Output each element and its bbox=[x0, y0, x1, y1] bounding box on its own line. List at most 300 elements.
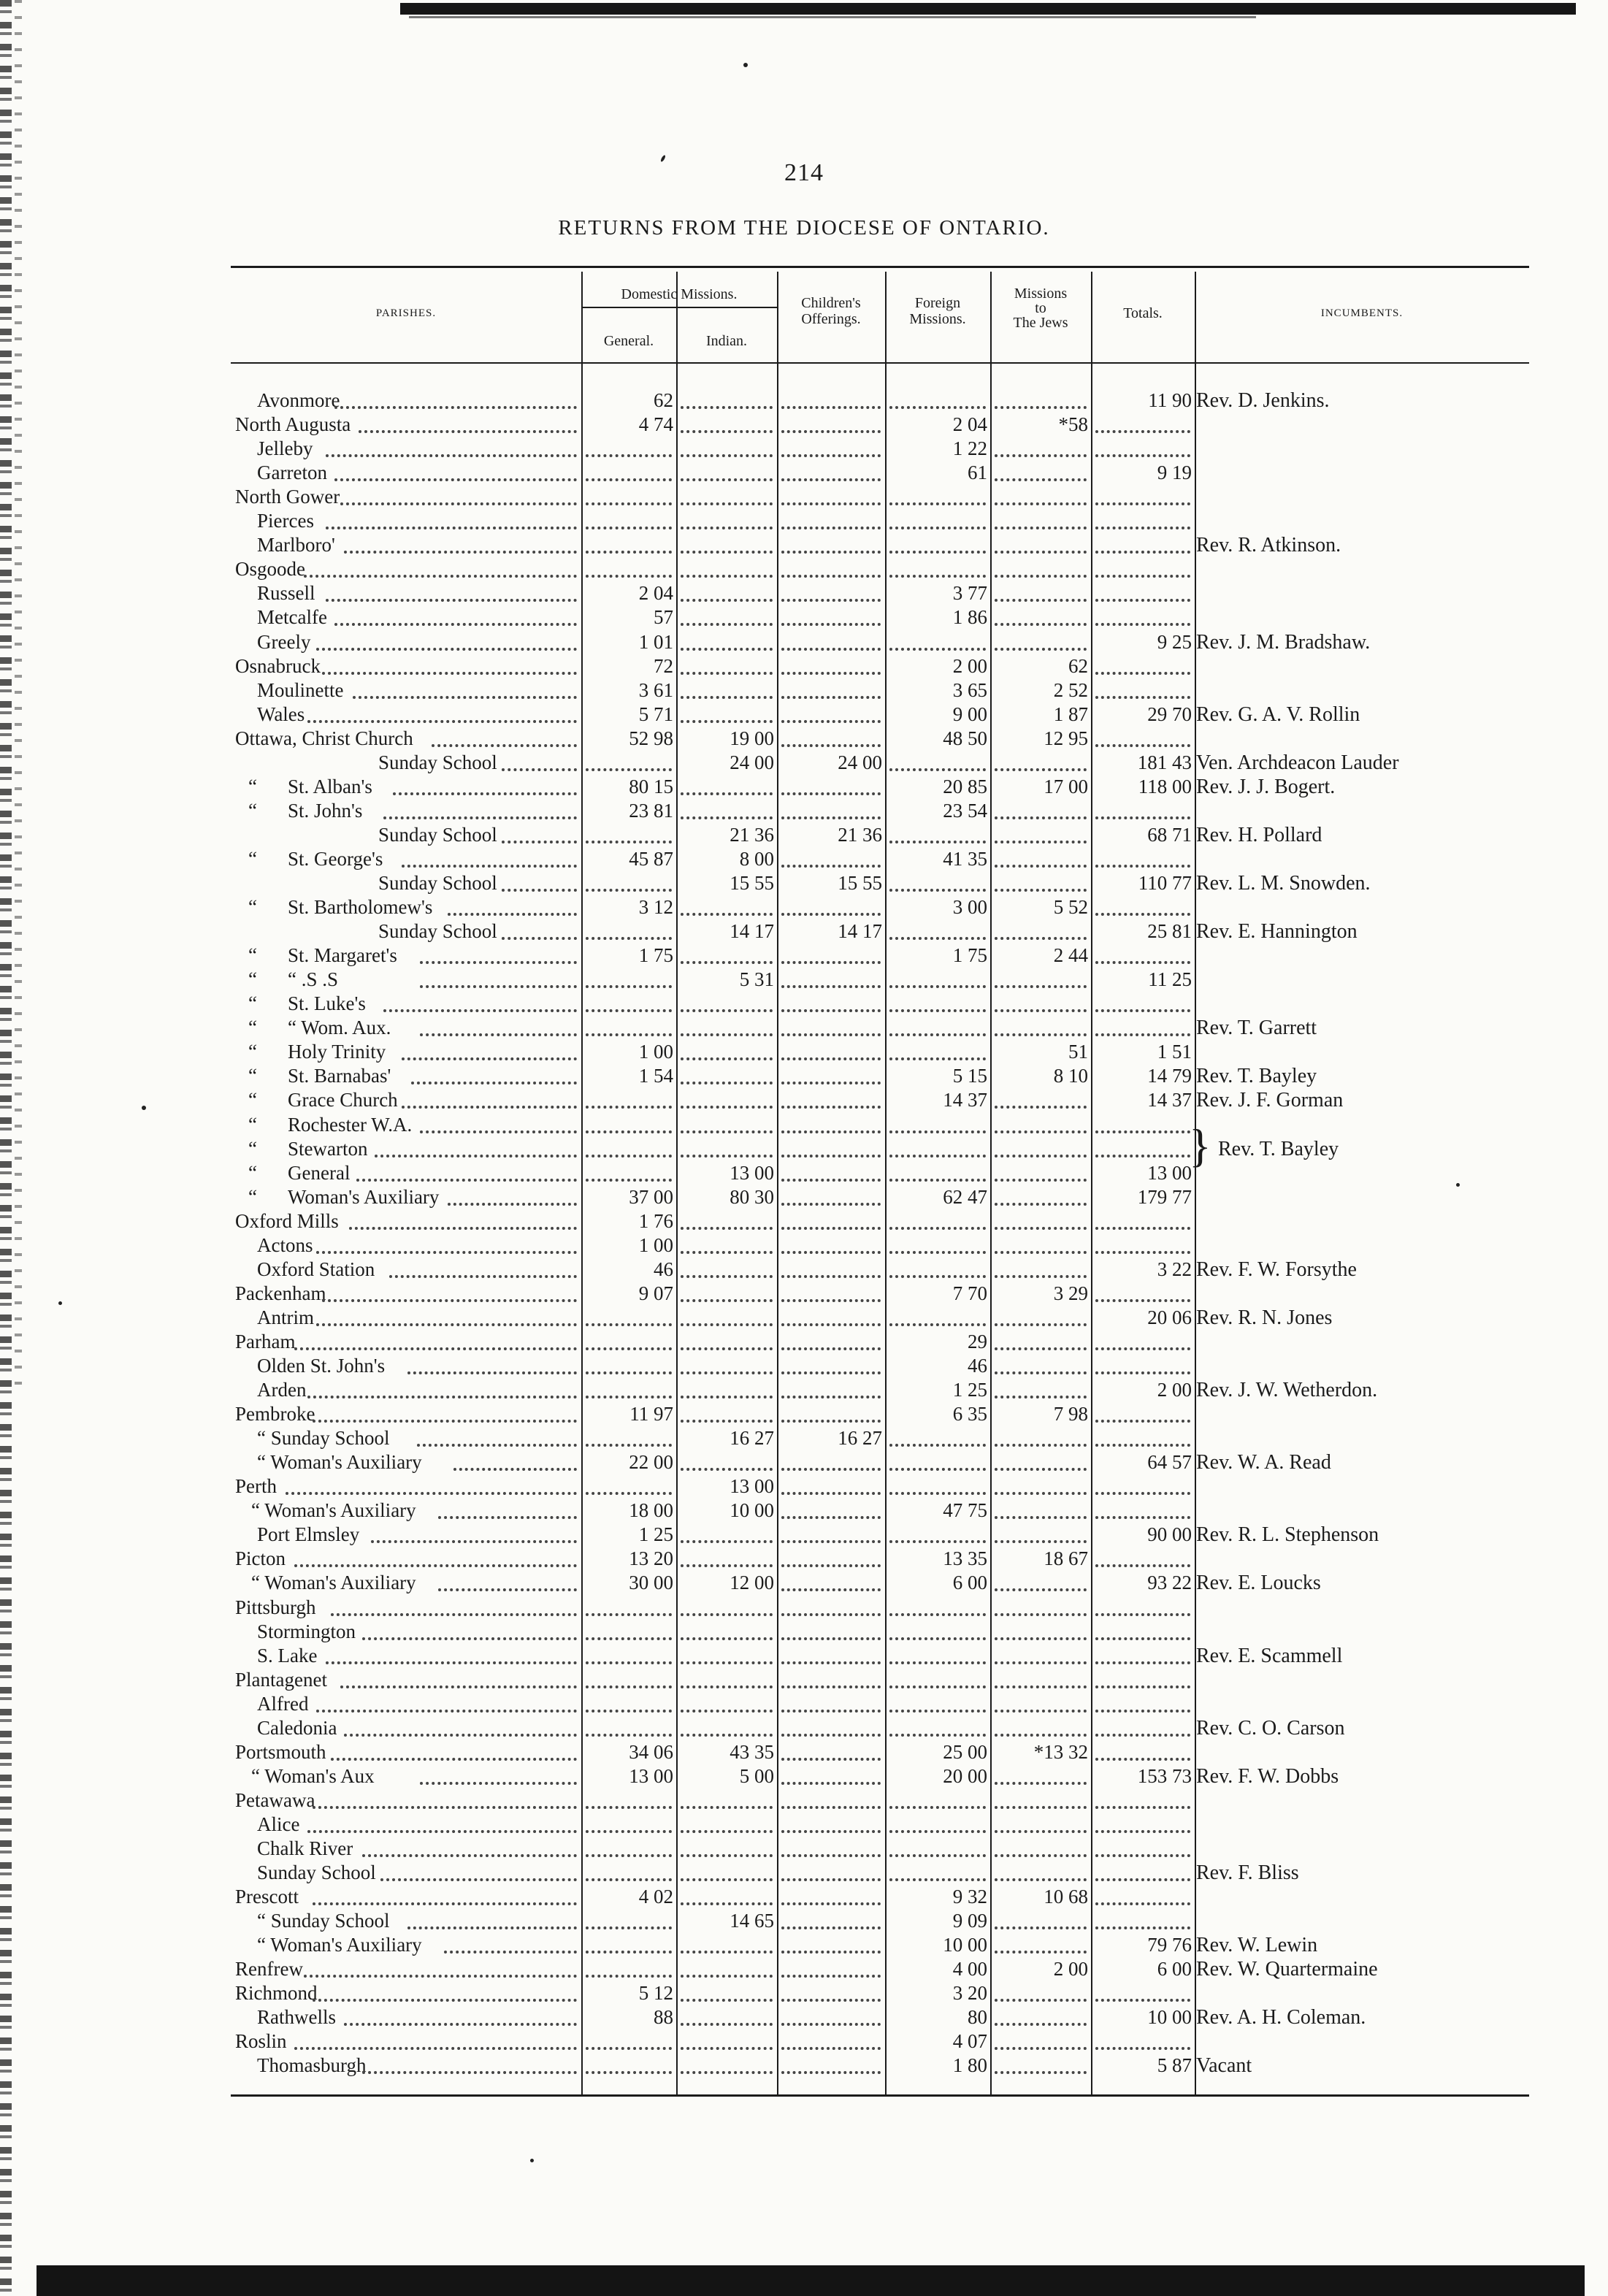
parish-name: Olden St. John's bbox=[257, 1355, 386, 1377]
leader-dots bbox=[586, 1957, 672, 1978]
leader-dots bbox=[1095, 1644, 1190, 1664]
totals-value: 118 00 bbox=[1138, 775, 1192, 797]
foreign-value: 3 77 bbox=[952, 582, 987, 605]
foreign-value: 14 37 bbox=[943, 1089, 987, 1111]
table-row bbox=[0, 895, 1608, 919]
incumbent-name: Rev. J. M. Bradshaw. bbox=[1196, 630, 1371, 654]
leader-dots bbox=[313, 1885, 577, 1905]
leader-dots bbox=[889, 1861, 986, 1881]
indian-value: 13 00 bbox=[730, 1475, 774, 1498]
incumbent-name: Rev. E. Loucks bbox=[1196, 1572, 1321, 1595]
leader-dots bbox=[586, 1426, 672, 1447]
leader-dots bbox=[681, 413, 773, 433]
leader-dots bbox=[681, 461, 773, 481]
leader-dots bbox=[889, 1450, 986, 1471]
jews-value: 17 00 bbox=[1044, 775, 1088, 797]
parish-name: Wales bbox=[257, 703, 305, 725]
leader-dots bbox=[681, 1402, 773, 1423]
leader-dots bbox=[995, 389, 1087, 409]
incumbent-name: Rev. A. H. Coleman. bbox=[1196, 2006, 1366, 2029]
table-row bbox=[0, 1764, 1608, 1788]
leader-dots bbox=[1095, 1861, 1190, 1881]
leader-dots bbox=[316, 1692, 577, 1713]
leader-dots bbox=[586, 1088, 672, 1109]
table-row bbox=[0, 630, 1608, 654]
leader-dots bbox=[781, 1909, 881, 1929]
ditto-mark: “ bbox=[248, 775, 257, 797]
totals-value: 29 70 bbox=[1147, 703, 1192, 725]
leader-dots bbox=[380, 1861, 578, 1881]
leader-dots bbox=[781, 1161, 881, 1182]
parish-name: Picton bbox=[235, 1547, 286, 1570]
leader-dots bbox=[1095, 895, 1190, 916]
parish-name: Perth bbox=[235, 1475, 277, 1498]
leader-dots bbox=[781, 1185, 881, 1206]
table-row bbox=[0, 1402, 1608, 1426]
totals-value: 10 00 bbox=[1147, 2006, 1192, 2029]
totals-value: 9 19 bbox=[1157, 462, 1192, 484]
parish-name: Roslin bbox=[235, 2030, 287, 2053]
leader-dots bbox=[331, 1740, 577, 1761]
table-row bbox=[0, 1571, 1608, 1595]
parish-name: S. Lake bbox=[257, 1644, 318, 1666]
leader-dots bbox=[1095, 1813, 1190, 1833]
leader-dots bbox=[681, 1523, 773, 1543]
foreign-value: 1 75 bbox=[952, 944, 987, 967]
indian-value: 16 27 bbox=[730, 1427, 774, 1450]
table-row bbox=[0, 1885, 1608, 1909]
leader-dots bbox=[781, 1788, 881, 1809]
ditto-mark: “ bbox=[248, 896, 257, 919]
incumbent-name: Rev. W. A. Read bbox=[1196, 1451, 1331, 1474]
foreign-value: 20 85 bbox=[943, 775, 987, 797]
leader-dots bbox=[586, 1716, 672, 1737]
parish-name: St. Bartholomew's bbox=[288, 896, 433, 919]
leader-dots bbox=[681, 1233, 773, 1254]
scan-speck bbox=[743, 63, 748, 67]
parish-name: Jelleby bbox=[257, 437, 313, 460]
leader-dots bbox=[995, 847, 1087, 868]
foreign-value: 9 32 bbox=[952, 1886, 987, 1908]
indian-value: 12 00 bbox=[730, 1572, 774, 1594]
leader-dots bbox=[402, 1088, 577, 1109]
leader-dots bbox=[995, 1016, 1087, 1036]
leader-dots bbox=[334, 389, 577, 409]
leader-dots bbox=[402, 1040, 577, 1060]
leader-dots bbox=[420, 968, 577, 988]
leader-dots bbox=[353, 678, 577, 699]
parish-name: Sunday School bbox=[378, 920, 497, 943]
leader-dots bbox=[681, 1547, 773, 1567]
jews-value: 51 bbox=[1068, 1041, 1088, 1063]
totals-value: 14 37 bbox=[1147, 1089, 1192, 1111]
leader-dots bbox=[502, 823, 578, 843]
parish-name: Port Elmsley bbox=[257, 1523, 360, 1546]
table-row bbox=[0, 557, 1608, 581]
leader-dots bbox=[995, 1523, 1087, 1543]
leader-dots bbox=[586, 461, 672, 481]
leader-dots bbox=[889, 1209, 986, 1230]
foreign-value: 48 50 bbox=[943, 727, 987, 749]
children-value: 16 27 bbox=[838, 1427, 882, 1450]
leader-dots bbox=[453, 1450, 578, 1471]
table-row bbox=[0, 1644, 1608, 1668]
table-row bbox=[0, 654, 1608, 678]
foreign-value: 61 bbox=[968, 462, 987, 484]
leader-dots bbox=[995, 1233, 1087, 1254]
table-row bbox=[0, 1088, 1608, 1112]
ditto-mark: “ bbox=[248, 1041, 257, 1063]
leader-dots bbox=[995, 485, 1087, 505]
domestic-sub-rule bbox=[581, 307, 777, 308]
leader-dots bbox=[781, 1885, 881, 1905]
leader-dots bbox=[781, 557, 881, 578]
leader-dots bbox=[586, 1620, 672, 1640]
leader-dots bbox=[995, 533, 1087, 554]
general-value: 88 bbox=[654, 2006, 673, 2029]
indian-value: 13 00 bbox=[730, 1161, 774, 1184]
leader-dots bbox=[681, 703, 773, 723]
parish-name: General bbox=[288, 1161, 351, 1184]
leader-dots bbox=[586, 968, 672, 988]
general-value: 45 87 bbox=[629, 847, 673, 870]
foreign-value: 3 00 bbox=[952, 896, 987, 919]
ditto-mark: “ bbox=[248, 1113, 257, 1136]
foreign-value: 3 65 bbox=[952, 678, 987, 701]
leader-dots bbox=[889, 485, 986, 505]
leader-dots bbox=[1095, 1209, 1190, 1230]
parish-name: Garreton bbox=[257, 462, 327, 484]
incumbent-name: Rev. T. Bayley bbox=[1196, 1065, 1317, 1088]
leader-dots bbox=[995, 1330, 1087, 1350]
leader-dots bbox=[316, 630, 577, 651]
parish-name: St. Margaret's bbox=[288, 944, 397, 967]
parish-name: Moulinette bbox=[257, 678, 344, 701]
general-value: 1 75 bbox=[638, 944, 673, 967]
ditto-mark: “ bbox=[248, 847, 257, 870]
children-value: 24 00 bbox=[838, 751, 882, 773]
indian-value: 10 00 bbox=[730, 1499, 774, 1522]
leader-dots bbox=[681, 2054, 773, 2074]
leader-dots bbox=[995, 1161, 1087, 1182]
leader-dots bbox=[781, 437, 881, 457]
leader-dots bbox=[781, 581, 881, 602]
parish-name: “ .S .S bbox=[288, 968, 339, 991]
leader-dots bbox=[407, 1909, 577, 1929]
leader-dots bbox=[889, 871, 986, 892]
leader-dots bbox=[313, 1981, 577, 2002]
leader-dots bbox=[781, 1571, 881, 1591]
foreign-value: 62 47 bbox=[943, 1185, 987, 1208]
leader-dots bbox=[681, 1885, 773, 1905]
leader-dots bbox=[1095, 1330, 1190, 1350]
leader-dots bbox=[781, 1740, 881, 1761]
table-row bbox=[0, 1547, 1608, 1571]
leader-dots bbox=[995, 751, 1087, 771]
foreign-value: 4 00 bbox=[952, 1958, 987, 1981]
foreign-value: 10 00 bbox=[943, 1934, 987, 1956]
foreign-value: 20 00 bbox=[943, 1764, 987, 1787]
leader-dots bbox=[889, 1837, 986, 1857]
general-value: 1 25 bbox=[638, 1523, 673, 1546]
leader-dots bbox=[1095, 1740, 1190, 1761]
leader-dots bbox=[781, 2005, 881, 2026]
leader-dots bbox=[586, 751, 672, 771]
leader-dots bbox=[681, 557, 773, 578]
table-row bbox=[0, 1813, 1608, 1837]
general-value: 1 76 bbox=[638, 1209, 673, 1232]
parish-name: Russell bbox=[257, 582, 315, 605]
leader-dots bbox=[1095, 2029, 1190, 2050]
table-row bbox=[0, 2005, 1608, 2029]
leader-dots bbox=[995, 1933, 1087, 1953]
parish-name: “ Sunday School bbox=[257, 1910, 390, 1932]
leader-dots bbox=[995, 1981, 1087, 2002]
children-value: 15 55 bbox=[838, 872, 882, 894]
leader-dots bbox=[889, 751, 986, 771]
general-value: 1 54 bbox=[638, 1065, 673, 1087]
leader-dots bbox=[326, 581, 578, 602]
leader-dots bbox=[781, 389, 881, 409]
table-row bbox=[0, 1330, 1608, 1354]
leader-dots bbox=[420, 1113, 577, 1133]
leader-dots bbox=[586, 1016, 672, 1036]
leader-dots bbox=[681, 630, 773, 651]
leader-dots bbox=[995, 1644, 1087, 1664]
leader-dots bbox=[502, 751, 578, 771]
leader-dots bbox=[586, 485, 672, 505]
leader-dots bbox=[681, 1981, 773, 2002]
table-row bbox=[0, 1450, 1608, 1474]
table-row bbox=[0, 605, 1608, 630]
leader-dots bbox=[1095, 1113, 1190, 1133]
leader-dots bbox=[586, 1909, 672, 1929]
leader-dots bbox=[1095, 1788, 1190, 1809]
totals-value: 93 22 bbox=[1147, 1572, 1192, 1594]
children-value: 14 17 bbox=[838, 920, 882, 943]
leader-dots bbox=[781, 727, 881, 747]
leader-dots bbox=[995, 509, 1087, 529]
jews-value: 2 44 bbox=[1053, 944, 1088, 967]
leader-dots bbox=[889, 992, 986, 1012]
leader-dots bbox=[586, 992, 672, 1012]
leader-dots bbox=[681, 678, 773, 699]
leader-dots bbox=[586, 919, 672, 940]
leader-dots bbox=[889, 389, 986, 409]
leader-dots bbox=[1095, 1981, 1190, 2002]
leader-dots bbox=[781, 678, 881, 699]
indian-value: 24 00 bbox=[730, 751, 774, 773]
parish-name: Osnabruck bbox=[235, 654, 321, 677]
leader-dots bbox=[889, 1716, 986, 1737]
table-row bbox=[0, 1185, 1608, 1209]
leader-dots bbox=[681, 895, 773, 916]
table-row bbox=[0, 1258, 1608, 1282]
incumbent-name: Rev. F. W. Dobbs bbox=[1196, 1764, 1339, 1788]
leader-dots bbox=[781, 895, 881, 916]
table-row bbox=[0, 1378, 1608, 1402]
general-value: 1 01 bbox=[638, 630, 673, 653]
indian-value: 8 00 bbox=[739, 847, 774, 870]
foreign-value: 4 07 bbox=[952, 2030, 987, 2053]
leader-dots bbox=[995, 1426, 1087, 1447]
jews-value: 3 29 bbox=[1053, 1282, 1088, 1304]
foreign-value: 2 04 bbox=[952, 413, 987, 436]
general-value: 23 81 bbox=[629, 799, 673, 822]
leader-dots bbox=[344, 2005, 578, 2026]
table-bottom-rule bbox=[231, 2094, 1529, 2097]
table-row bbox=[0, 775, 1608, 799]
leader-dots bbox=[286, 1474, 578, 1495]
leader-dots bbox=[995, 1596, 1087, 1616]
leader-dots bbox=[307, 703, 578, 723]
parish-name: Antrim bbox=[257, 1306, 314, 1328]
foreign-value: 47 75 bbox=[943, 1499, 987, 1522]
leader-dots bbox=[781, 847, 881, 868]
leader-dots bbox=[889, 1523, 986, 1543]
leader-dots bbox=[995, 1571, 1087, 1591]
leader-dots bbox=[681, 1644, 773, 1664]
header-totals: Totals. bbox=[1123, 305, 1163, 321]
incumbent-name: Rev. L. M. Snowden. bbox=[1196, 872, 1371, 895]
table-row bbox=[0, 847, 1608, 871]
leader-dots bbox=[781, 461, 881, 481]
leader-dots bbox=[313, 1402, 577, 1423]
leader-dots bbox=[781, 1233, 881, 1254]
totals-value: 1 51 bbox=[1157, 1041, 1192, 1063]
parish-name: North Augusta bbox=[235, 413, 351, 436]
leader-dots bbox=[681, 1957, 773, 1978]
leader-dots bbox=[356, 1161, 578, 1182]
leader-dots bbox=[781, 1113, 881, 1133]
leader-dots bbox=[681, 1378, 773, 1398]
leader-dots bbox=[995, 823, 1087, 843]
leader-dots bbox=[681, 1788, 773, 1809]
leader-dots bbox=[781, 968, 881, 988]
table-row bbox=[0, 1861, 1608, 1885]
parish-name: Parham bbox=[235, 1330, 296, 1352]
leader-dots bbox=[322, 654, 578, 675]
parish-name: “ Woman's Aux bbox=[251, 1764, 375, 1787]
parish-name: Woman's Auxiliary bbox=[288, 1185, 440, 1208]
leader-dots bbox=[1095, 799, 1190, 819]
leader-dots bbox=[889, 919, 986, 940]
jews-value: 18 67 bbox=[1044, 1547, 1088, 1570]
leader-dots bbox=[781, 1668, 881, 1688]
leader-dots bbox=[420, 1016, 577, 1036]
leader-dots bbox=[995, 630, 1087, 651]
leader-dots bbox=[995, 992, 1087, 1012]
table-top-rule bbox=[231, 266, 1529, 268]
leader-dots bbox=[889, 533, 986, 554]
jews-value: 62 bbox=[1068, 654, 1088, 677]
leader-dots bbox=[340, 1668, 578, 1688]
leader-dots bbox=[294, 1330, 577, 1350]
leader-dots bbox=[393, 775, 578, 795]
table-row bbox=[0, 1161, 1608, 1185]
totals-value: 64 57 bbox=[1147, 1451, 1192, 1474]
leader-dots bbox=[681, 1016, 773, 1036]
general-value: 52 98 bbox=[629, 727, 673, 749]
leader-dots bbox=[781, 1258, 881, 1278]
general-value: 37 00 bbox=[629, 1185, 673, 1208]
leader-dots bbox=[1095, 1499, 1190, 1519]
header-general: General. bbox=[603, 333, 654, 349]
general-value: 13 00 bbox=[629, 1764, 673, 1787]
leader-dots bbox=[889, 1233, 986, 1254]
leader-dots bbox=[448, 895, 578, 916]
leader-dots bbox=[781, 992, 881, 1012]
leader-dots bbox=[1095, 1692, 1190, 1713]
leader-dots bbox=[586, 1788, 672, 1809]
general-value: 9 07 bbox=[638, 1282, 673, 1304]
leader-dots bbox=[681, 1596, 773, 1616]
leader-dots bbox=[1095, 654, 1190, 675]
leader-dots bbox=[420, 1764, 577, 1785]
header-incumbents: INCUMBENTS. bbox=[1320, 307, 1404, 319]
incumbent-name: Rev. F. Bliss bbox=[1196, 1861, 1299, 1885]
leader-dots bbox=[889, 1596, 986, 1616]
foreign-value: 6 00 bbox=[952, 1572, 987, 1594]
leader-dots bbox=[1095, 847, 1190, 868]
incumbent-name: Rev. T. Bayley bbox=[1218, 1137, 1339, 1160]
parish-name: Oxford Mills bbox=[235, 1209, 339, 1232]
leader-dots bbox=[781, 1620, 881, 1640]
leader-dots bbox=[995, 1861, 1087, 1881]
parish-name: “ Woman's Auxiliary bbox=[251, 1499, 416, 1522]
leader-dots bbox=[889, 1258, 986, 1278]
leader-dots bbox=[781, 1282, 881, 1302]
parish-name: “ Woman's Auxiliary bbox=[257, 1934, 422, 1956]
table-row bbox=[0, 485, 1608, 509]
leader-dots bbox=[681, 509, 773, 529]
parish-name: Marlboro' bbox=[257, 534, 335, 556]
table-row bbox=[0, 871, 1608, 895]
jews-value: 2 52 bbox=[1053, 678, 1088, 701]
incumbent-name: Rev. W. Quartermaine bbox=[1196, 1958, 1378, 1981]
leader-dots bbox=[294, 1547, 577, 1567]
totals-value: 181 43 bbox=[1137, 751, 1192, 773]
table-row bbox=[0, 1306, 1608, 1330]
table-row bbox=[0, 1933, 1608, 1957]
leader-dots bbox=[889, 1813, 986, 1833]
leader-dots bbox=[781, 775, 881, 795]
leader-dots bbox=[681, 1354, 773, 1374]
table-row bbox=[0, 1113, 1608, 1137]
parish-name: Arden bbox=[257, 1379, 307, 1401]
leader-dots bbox=[362, 1837, 578, 1857]
leader-dots bbox=[995, 1113, 1087, 1133]
leader-dots bbox=[889, 1788, 986, 1809]
incumbent-name: Rev. R. L. Stephenson bbox=[1196, 1523, 1379, 1547]
leader-dots bbox=[1095, 1885, 1190, 1905]
leader-dots bbox=[781, 1716, 881, 1737]
leader-dots bbox=[1095, 485, 1190, 505]
leader-dots bbox=[681, 581, 773, 602]
leader-dots bbox=[1095, 727, 1190, 747]
parish-name: Grace Church bbox=[288, 1089, 398, 1111]
leader-dots bbox=[889, 509, 986, 529]
parish-name: Pembroke bbox=[235, 1403, 315, 1426]
parish-name: Holy Trinity bbox=[288, 1041, 386, 1063]
parish-name: Sunday School bbox=[378, 872, 497, 894]
leader-dots bbox=[889, 823, 986, 843]
leader-dots bbox=[681, 1258, 773, 1278]
table-row bbox=[0, 1064, 1608, 1088]
indian-value: 15 55 bbox=[730, 872, 774, 894]
indian-value: 43 35 bbox=[730, 1740, 774, 1763]
parish-name: Richmond bbox=[235, 1982, 318, 2005]
